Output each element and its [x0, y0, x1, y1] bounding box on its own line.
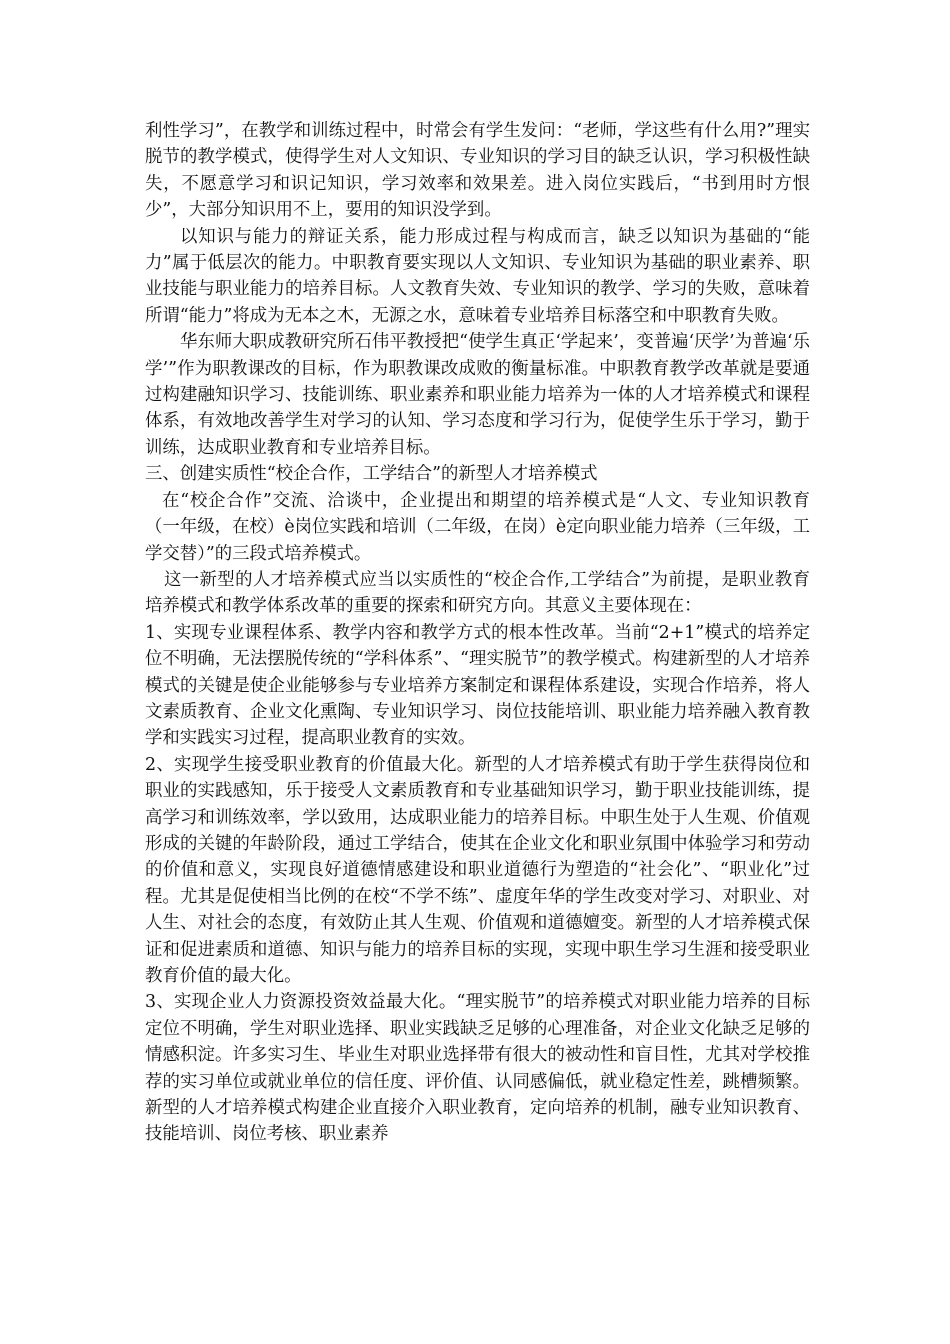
paragraph-new-model: 这一新型的人才培养模式应当以实质性的“校企合作,工学结合”为前提，是职业教育培养模式和教学体系改革的重要的探索和研究方向。其意义主要体现在： [145, 569, 810, 617]
document-body [145, 118, 810, 1148]
paragraph-school-enterprise: 在“校企合作”交流、洽谈中，企业提出和期望的培养模式是“人文、专业知识教育（一年级，在校）è岗位实践和培训（二年级，在岗）è定向职业能力培养（三年级，工学交替）”的三段式培养模式。 [145, 490, 810, 564]
paragraph-professor-quote: 华东师大职成教研究所石伟平教授把“使学生真正‘学起来’，变普遍‘厌学’为普遍‘乐学’”作为职教课改的目标，作为职教课改成败的衡量标准。中职教育教学改革就是要通过构建融知识学习、技能训练、职业素养和职业能力培养为一体的人才培养模式和课程体系，有效地改善学生对学习的认知、学习态度和学习行为，促使学生乐于学习，勤于训练，达成职业教育和专业培养目标。 [145, 332, 810, 458]
paragraph-knowledge-ability: 以知识与能力的辩证关系，能力形成过程与构成而言，缺乏以知识为基础的“能力”属于低层次的能力。中职教育要实现以人文知识、专业知识为基础的职业素养、职业技能与职业能力的培养目标。人文教育失效、专业知识的教学、学习的失败，意味着所谓“能力”将成为无本之木，无源之水，意味着专业培养目标落空和中职教育失败。 [145, 226, 810, 326]
paragraph-continued: 利性学习”，在教学和训练过程中，时常会有学生发问：“老师，学这些有什么用?”理实脱节的教学模式，使得学生对人文知识、专业知识的学习目的缺乏认识，学习积极性缺失，不愿意学习和识记知识，学习效率和效果差。进入岗位实践后，“书到用时方恨少”，大部分知识用不上，要用的知识没学到。 [145, 121, 810, 221]
section-heading: 三、创建实质性“校企合作，工学结合”的新型人才培养模式 [145, 464, 598, 485]
list-item-2: 2、实现学生接受职业教育的价值最大化。新型的人才培养模式有助于学生获得岗位和职业的实践感知，乐于接受人文素质教育和专业基础知识学习，勤于职业技能训练，提高学习和训练效率，学以致用，达成职业能力的培养目标。中职生处于人生观、价值观形成的关键的年龄阶段，通过工学结合，使其在企业文化和职业氛围中体验学习和劳动的价值和意义，实现良好道德情感建设和职业道德行为塑造的“社会化”、“职业化”过程。尤其是促使相当比例的在校“不学不练”、虚度年华的学生改变对学习、对职业、对人生、对社会的态度，有效防止其人生观、价值观和道德嬗变。新型的人才培养模式保证和促进素质和道德、知识与能力的培养目标的实现，实现中职生学习生涯和接受职业教育价值的最大化。 [145, 754, 810, 986]
list-item-1: 1、实现专业课程体系、教学内容和教学方式的根本性改革。当前“2+1”模式的培养定位不明确，无法摆脱传统的“学科体系”、“理实脱节”的教学模式。构建新型的人才培养模式的关键是使企业能够参与专业培养方案制定和课程体系建设，实现合作培养，将人文素质教育、企业文化熏陶、专业知识学习、岗位技能培训、职业能力培养融入教育教学和实践实习过程，提高职业教育的实效。 [145, 622, 810, 749]
list-item-3: 3、实现企业人力资源投资效益最大化。“理实脱节”的培养模式对职业能力培养的目标定位不明确，学生对职业选择、职业实践缺乏足够的心理准备，对企业文化缺乏足够的情感积淀。许多实习生、毕业生对职业选择带有很大的被动性和盲目性，尤其对学校推荐的实习单位或就业单位的信任度、评价值、认同感偏低，就业稳定性差，跳槽频繁。新型的人才培养模式构建企业直接介入职业教育，定向培养的机制，融专业知识教育、技能培训、岗位考核、职业素养 [145, 992, 810, 1145]
